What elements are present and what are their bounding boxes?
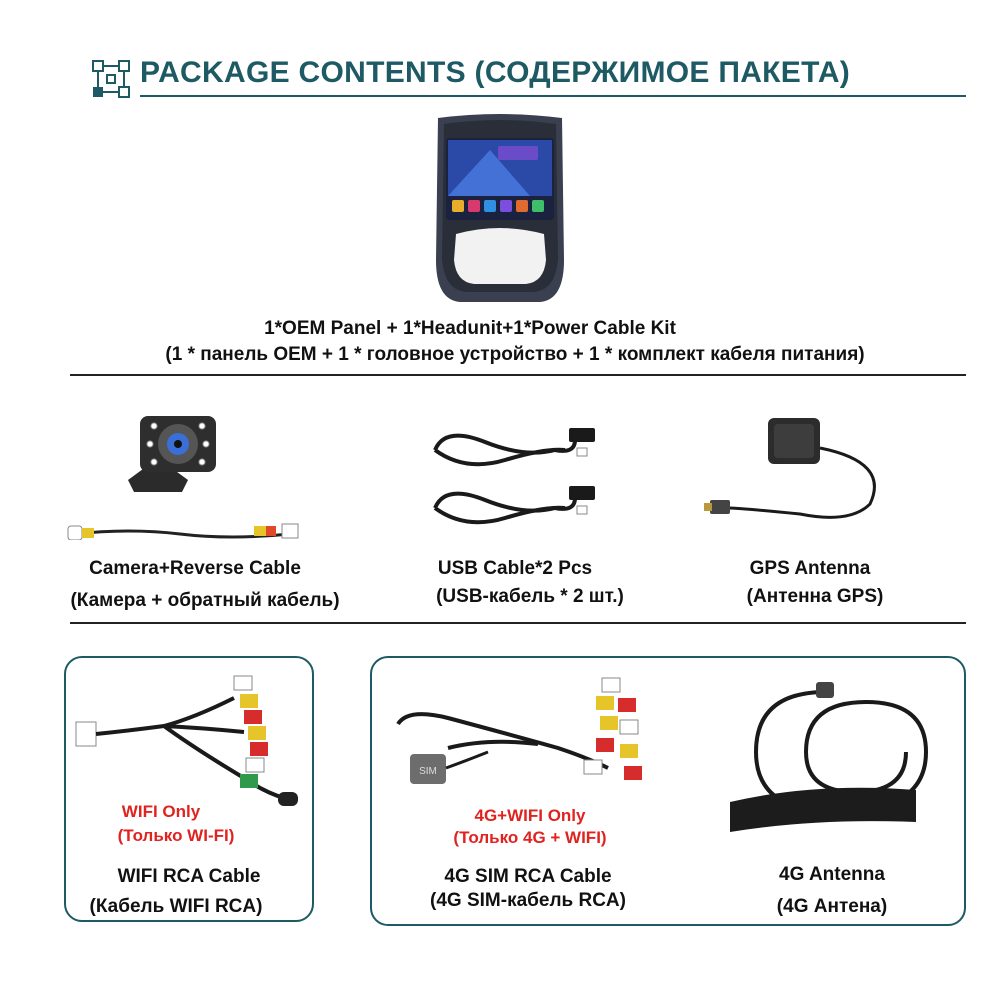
4g-kit-box xyxy=(370,656,966,926)
gps-caption: GPS Antenna xyxy=(749,558,871,579)
package-grid-icon xyxy=(92,60,132,100)
usb-caption: USB Cable*2 Pcs xyxy=(437,558,593,579)
wifi-only-note-ru: (Только WI-FI) xyxy=(117,826,235,845)
4g-antenna-caption: 4G Antenna xyxy=(779,864,885,885)
4g-sim-rca-caption: 4G SIM RCA Cable xyxy=(444,866,612,887)
4g-sim-rca-caption-ru: (4G SIM-кабель RCA) xyxy=(430,890,626,911)
wifi-rca-cable-image xyxy=(74,668,304,818)
divider-2 xyxy=(70,622,966,624)
title-underline xyxy=(140,95,966,97)
4g-wifi-only-note-ru: (Только 4G + WIFI) xyxy=(453,828,607,847)
wifi-rca-caption-ru: (Кабель WIFI RCA) xyxy=(89,896,263,917)
camera-caption-ru: (Камера + обратный кабель) xyxy=(70,590,340,611)
usb-cable-image xyxy=(425,420,605,530)
headunit-image xyxy=(430,110,570,310)
headunit-caption: 1*OEM Panel + 1*Headunit+1*Power Cable Kit xyxy=(264,318,676,339)
headunit-caption-ru: (1 * панель OEM + 1 * головное устройство + 1 * комплект кабеля питания) xyxy=(165,344,865,365)
camera-caption: Camera+Reverse Cable xyxy=(89,558,301,579)
usb-caption-ru: (USB-кабель * 2 шт.) xyxy=(436,586,624,607)
4g-antenna-caption-ru: (4G Антена) xyxy=(776,896,888,917)
4g-sim-rca-cable-image xyxy=(388,668,658,818)
wifi-rca-caption: WIFI RCA Cable xyxy=(117,866,261,887)
page-title: PACKAGE CONTENTS (СОДЕРЖИМОЕ ПАКЕТА) xyxy=(140,56,851,89)
4g-antenna-image xyxy=(716,672,946,842)
4g-wifi-only-note: 4G+WIFI Only xyxy=(474,806,586,825)
camera-image xyxy=(60,410,310,540)
gps-caption-ru: (Антенна GPS) xyxy=(746,586,884,607)
gps-antenna-image xyxy=(700,412,890,532)
divider-1 xyxy=(70,374,966,376)
wifi-only-note: WIFI Only xyxy=(121,802,201,821)
sim-label: SIM xyxy=(419,766,437,777)
wifi-rca-box xyxy=(64,656,314,922)
